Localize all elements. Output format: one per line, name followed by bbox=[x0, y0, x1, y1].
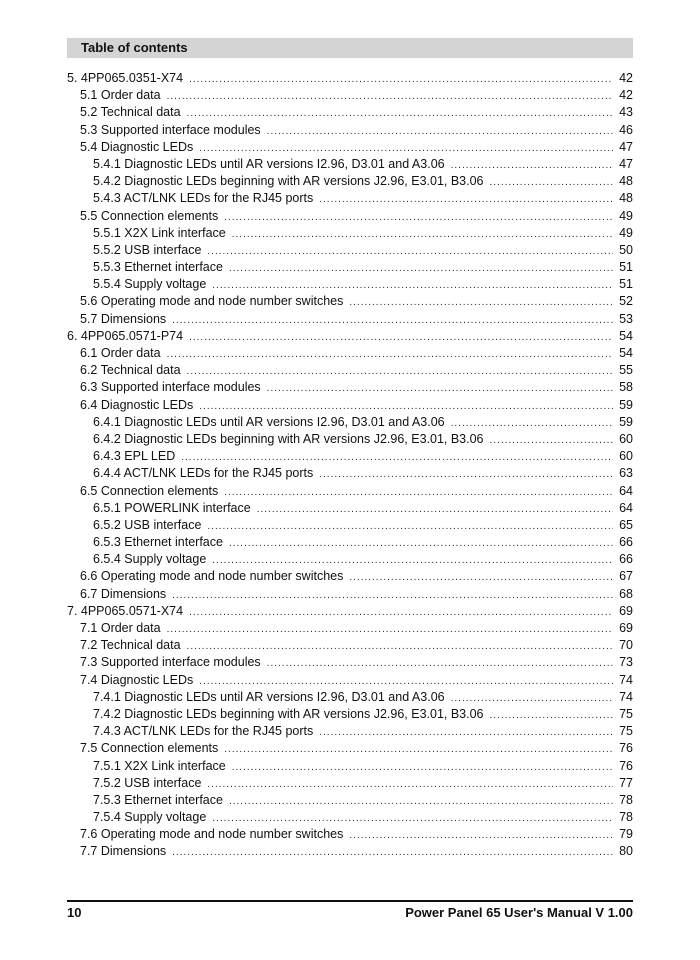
toc-entry-title: 6.7 Dimensions bbox=[80, 586, 167, 601]
toc-entry-title: 5.5.2 USB interface bbox=[93, 242, 202, 257]
toc-dot-leader bbox=[267, 123, 613, 140]
toc-entry[interactable] bbox=[67, 139, 633, 156]
toc-entry-page: 53 bbox=[619, 311, 633, 326]
toc-entry-page: 69 bbox=[619, 603, 633, 618]
toc-dot-leader bbox=[267, 655, 613, 672]
toc-entry-title: 7.5.2 USB interface bbox=[93, 775, 202, 790]
toc-entry[interactable] bbox=[67, 517, 633, 534]
toc-entry-title: 6.4.2 Diagnostic LEDs beginning with AR versions J2.96, E3.01, B3.06 bbox=[93, 431, 484, 446]
toc-dot-leader bbox=[167, 621, 613, 638]
toc-entry-page: 66 bbox=[619, 552, 633, 567]
toc-entry[interactable] bbox=[67, 603, 633, 620]
toc-entry-page: 80 bbox=[619, 844, 633, 859]
toc-entry-page: 54 bbox=[619, 328, 633, 343]
footer-divider bbox=[67, 900, 633, 902]
toc-entry-page: 48 bbox=[619, 174, 633, 189]
toc-entry[interactable] bbox=[67, 568, 633, 585]
toc-entry-title: 7.4.1 Diagnostic LEDs until AR versions I2.96, D3.01 and A3.06 bbox=[93, 689, 445, 704]
toc-dot-leader bbox=[224, 741, 613, 758]
toc-entry-page: 59 bbox=[619, 414, 633, 429]
toc-entry-page: 47 bbox=[619, 139, 633, 154]
toc-dot-leader bbox=[207, 243, 613, 260]
toc-entry-page: 79 bbox=[619, 827, 633, 842]
toc-entry-title: 5. 4PP065.0351-X74 bbox=[67, 71, 184, 85]
toc-entry-title: 7.5 Connection elements bbox=[80, 741, 219, 756]
toc-entry[interactable] bbox=[67, 242, 633, 259]
toc-entry[interactable] bbox=[67, 483, 633, 500]
toc-entry-page: 47 bbox=[619, 156, 633, 171]
toc-dot-leader bbox=[167, 346, 613, 363]
toc-dot-leader bbox=[189, 71, 613, 88]
toc-entry-page: 49 bbox=[619, 208, 633, 223]
toc-entry-title: 6.5.3 Ethernet interface bbox=[93, 535, 223, 550]
toc-entry-page: 74 bbox=[619, 689, 633, 704]
toc-dot-leader bbox=[187, 105, 613, 122]
toc-entry-title: 6.5.2 USB interface bbox=[93, 517, 202, 532]
toc-entry[interactable] bbox=[67, 259, 633, 276]
toc-dot-leader bbox=[319, 724, 613, 741]
toc-entry[interactable] bbox=[67, 122, 633, 139]
toc-entry-title: 6.5.1 POWERLINK interface bbox=[93, 500, 251, 515]
toc-entry-page: 55 bbox=[619, 363, 633, 378]
toc-dot-leader bbox=[189, 604, 613, 621]
toc-entry-page: 46 bbox=[619, 122, 633, 137]
toc-entry-title: 7.6 Operating mode and node number switches bbox=[80, 827, 344, 842]
footer-document-title: Power Panel 65 User's Manual V 1.00 bbox=[405, 905, 633, 920]
toc-entry[interactable] bbox=[67, 276, 633, 293]
toc-entry-title: 7.4 Diagnostic LEDs bbox=[80, 672, 194, 687]
toc-dot-leader bbox=[319, 191, 613, 208]
toc-entry-title: 5.5.3 Ethernet interface bbox=[93, 260, 223, 275]
toc-dot-leader bbox=[189, 329, 613, 346]
toc-dot-leader bbox=[172, 587, 613, 604]
toc-entry-page: 74 bbox=[619, 672, 633, 687]
toc-entry-page: 59 bbox=[619, 397, 633, 412]
toc-dot-leader bbox=[319, 466, 613, 483]
toc-dot-leader bbox=[451, 157, 613, 174]
toc-dot-leader bbox=[232, 759, 613, 776]
toc-entry-title: 5.4.2 Diagnostic LEDs beginning with AR versions J2.96, E3.01, B3.06 bbox=[93, 174, 484, 189]
toc-entry-page: 76 bbox=[619, 741, 633, 756]
toc-entry[interactable] bbox=[67, 362, 633, 379]
toc-entry[interactable] bbox=[67, 345, 633, 362]
toc-entry-title: 5.5 Connection elements bbox=[80, 208, 219, 223]
toc-dot-leader bbox=[172, 844, 613, 861]
toc-entry[interactable] bbox=[67, 843, 633, 860]
toc-entry-page: 63 bbox=[619, 466, 633, 481]
table-of-contents bbox=[67, 70, 633, 861]
toc-entry-title: 6.4.3 EPL LED bbox=[93, 449, 176, 464]
toc-entry-title: 5.5.1 X2X Link interface bbox=[93, 225, 226, 240]
toc-entry-title: 6.2 Technical data bbox=[80, 363, 181, 378]
toc-entry-title: 5.7 Dimensions bbox=[80, 311, 167, 326]
toc-dot-leader bbox=[229, 260, 613, 277]
toc-entry-title: 6.5.4 Supply voltage bbox=[93, 552, 207, 567]
toc-entry-title: 6.3 Supported interface modules bbox=[80, 380, 261, 395]
toc-entry[interactable] bbox=[67, 826, 633, 843]
toc-entry-title: 7.5.1 X2X Link interface bbox=[93, 758, 226, 773]
toc-entry[interactable] bbox=[67, 740, 633, 757]
toc-entry-page: 64 bbox=[619, 483, 633, 498]
toc-entry-title: 5.4 Diagnostic LEDs bbox=[80, 139, 194, 154]
toc-entry[interactable] bbox=[67, 431, 633, 448]
toc-entry-title: 6.4 Diagnostic LEDs bbox=[80, 397, 194, 412]
toc-dot-leader bbox=[224, 209, 613, 226]
toc-entry-page: 69 bbox=[619, 621, 633, 635]
toc-entry-title: 5.4.1 Diagnostic LEDs until AR versions I2.96, D3.01 and A3.06 bbox=[93, 156, 445, 171]
toc-dot-leader bbox=[187, 363, 613, 380]
toc-entry[interactable] bbox=[67, 225, 633, 242]
toc-entry[interactable] bbox=[67, 397, 633, 414]
toc-entry[interactable] bbox=[67, 379, 633, 396]
toc-entry-title: 7. 4PP065.0571-X74 bbox=[67, 603, 184, 618]
toc-entry[interactable] bbox=[67, 173, 633, 190]
toc-entry-page: 54 bbox=[619, 346, 633, 360]
toc-dot-leader bbox=[267, 380, 613, 397]
toc-entry[interactable] bbox=[67, 70, 633, 87]
toc-entry-title: 6.6 Operating mode and node number switches bbox=[80, 569, 344, 584]
toc-entry-title: 5.5.4 Supply voltage bbox=[93, 277, 207, 292]
toc-dot-leader bbox=[167, 88, 613, 105]
toc-entry[interactable] bbox=[67, 414, 633, 431]
toc-dot-leader bbox=[490, 432, 613, 449]
toc-entry-title: 7.3 Supported interface modules bbox=[80, 655, 261, 670]
toc-dot-leader bbox=[212, 277, 613, 294]
toc-entry-page: 65 bbox=[619, 517, 633, 532]
toc-entry-title: 7.1 Order data bbox=[80, 621, 161, 635]
toc-entry-page: 76 bbox=[619, 758, 633, 773]
toc-entry-title: 5.6 Operating mode and node number switches bbox=[80, 294, 344, 309]
toc-entry-title: 5.4.3 ACT/LNK LEDs for the RJ45 ports bbox=[93, 191, 314, 206]
toc-entry-page: 48 bbox=[619, 191, 633, 206]
toc-dot-leader bbox=[199, 398, 613, 415]
toc-entry-page: 75 bbox=[619, 706, 633, 721]
toc-entry-title: 5.1 Order data bbox=[80, 88, 161, 103]
toc-entry-page: 49 bbox=[619, 225, 633, 240]
toc-entry-page: 42 bbox=[619, 88, 633, 103]
toc-entry-page: 52 bbox=[619, 294, 633, 309]
toc-entry-page: 77 bbox=[619, 775, 633, 790]
toc-entry[interactable] bbox=[67, 190, 633, 207]
toc-entry-title: 7.7 Dimensions bbox=[80, 844, 167, 859]
toc-dot-leader bbox=[199, 673, 613, 690]
toc-entry-page: 50 bbox=[619, 242, 633, 257]
toc-entry[interactable] bbox=[67, 87, 633, 104]
toc-dot-leader bbox=[229, 793, 613, 810]
toc-dot-leader bbox=[212, 552, 613, 569]
toc-entry-page: 68 bbox=[619, 586, 633, 601]
toc-entry[interactable] bbox=[67, 809, 633, 826]
toc-entry[interactable] bbox=[67, 551, 633, 568]
toc-entry-title: 6.1 Order data bbox=[80, 346, 161, 360]
toc-entry[interactable] bbox=[67, 448, 633, 465]
toc-entry-title: 7.4.2 Diagnostic LEDs beginning with AR versions J2.96, E3.01, B3.06 bbox=[93, 706, 484, 721]
toc-entry-page: 67 bbox=[619, 569, 633, 584]
toc-dot-leader bbox=[349, 827, 613, 844]
toc-entry[interactable] bbox=[67, 637, 633, 654]
toc-entry-title: 7.2 Technical data bbox=[80, 638, 181, 653]
toc-dot-leader bbox=[257, 501, 613, 518]
toc-entry[interactable] bbox=[67, 534, 633, 551]
toc-entry[interactable] bbox=[67, 311, 633, 328]
toc-entry-title: 7.5.4 Supply voltage bbox=[93, 810, 207, 825]
toc-entry-title: 6. 4PP065.0571-P74 bbox=[67, 328, 184, 343]
toc-entry[interactable] bbox=[67, 792, 633, 809]
toc-entry-page: 78 bbox=[619, 810, 633, 825]
toc-entry-page: 60 bbox=[619, 431, 633, 446]
toc-dot-leader bbox=[232, 226, 613, 243]
toc-entry-title: 6.4.1 Diagnostic LEDs until AR versions I2.96, D3.01 and A3.06 bbox=[93, 414, 445, 429]
toc-dot-leader bbox=[212, 810, 613, 827]
toc-entry[interactable] bbox=[67, 775, 633, 792]
toc-dot-leader bbox=[490, 707, 613, 724]
toc-entry-title: 7.5.3 Ethernet interface bbox=[93, 792, 223, 807]
toc-entry-page: 70 bbox=[619, 638, 633, 653]
toc-dot-leader bbox=[349, 294, 613, 311]
toc-dot-leader bbox=[451, 690, 613, 707]
toc-entry-page: 60 bbox=[619, 449, 633, 464]
toc-dot-leader bbox=[172, 312, 613, 329]
toc-entry-page: 43 bbox=[619, 105, 633, 120]
toc-entry[interactable] bbox=[67, 654, 633, 671]
toc-entry-page: 73 bbox=[619, 655, 633, 670]
toc-entry[interactable] bbox=[67, 104, 633, 121]
section-header-bar bbox=[67, 38, 633, 58]
toc-dot-leader bbox=[349, 569, 613, 586]
toc-entry[interactable] bbox=[67, 328, 633, 345]
toc-dot-leader bbox=[199, 140, 613, 157]
toc-entry-page: 78 bbox=[619, 792, 633, 807]
toc-entry[interactable] bbox=[67, 723, 633, 740]
toc-entry[interactable] bbox=[67, 293, 633, 310]
toc-entry[interactable] bbox=[67, 586, 633, 603]
toc-entry-page: 66 bbox=[619, 535, 633, 550]
toc-dot-leader bbox=[451, 415, 613, 432]
toc-entry-page: 75 bbox=[619, 724, 633, 739]
toc-entry[interactable] bbox=[67, 758, 633, 775]
toc-entry[interactable] bbox=[67, 706, 633, 723]
toc-dot-leader bbox=[207, 518, 613, 535]
toc-entry-page: 64 bbox=[619, 500, 633, 515]
toc-entry[interactable] bbox=[67, 672, 633, 689]
toc-dot-leader bbox=[490, 174, 613, 191]
toc-dot-leader bbox=[207, 776, 613, 793]
toc-entry[interactable] bbox=[67, 208, 633, 225]
toc-dot-leader bbox=[229, 535, 613, 552]
toc-entry-title: 5.3 Supported interface modules bbox=[80, 122, 261, 137]
toc-entry-title: 6.5 Connection elements bbox=[80, 483, 219, 498]
toc-entry-page: 58 bbox=[619, 380, 633, 395]
toc-dot-leader bbox=[187, 638, 613, 655]
toc-entry-title: 6.4.4 ACT/LNK LEDs for the RJ45 ports bbox=[93, 466, 314, 481]
page-title: Table of contents bbox=[81, 40, 188, 55]
toc-entry[interactable] bbox=[67, 156, 633, 173]
toc-entry-title: 5.2 Technical data bbox=[80, 105, 181, 120]
toc-entry[interactable] bbox=[67, 500, 633, 517]
toc-dot-leader bbox=[224, 484, 613, 501]
toc-entry-page: 51 bbox=[619, 277, 633, 292]
toc-entry-page: 51 bbox=[619, 260, 633, 275]
toc-dot-leader bbox=[181, 449, 613, 466]
footer-page-number: 10 bbox=[67, 905, 82, 920]
toc-entry[interactable] bbox=[67, 620, 633, 637]
toc-entry-title: 7.4.3 ACT/LNK LEDs for the RJ45 ports bbox=[93, 724, 314, 739]
toc-entry[interactable] bbox=[67, 465, 633, 482]
toc-entry[interactable] bbox=[67, 689, 633, 706]
toc-entry-page: 42 bbox=[619, 71, 633, 85]
